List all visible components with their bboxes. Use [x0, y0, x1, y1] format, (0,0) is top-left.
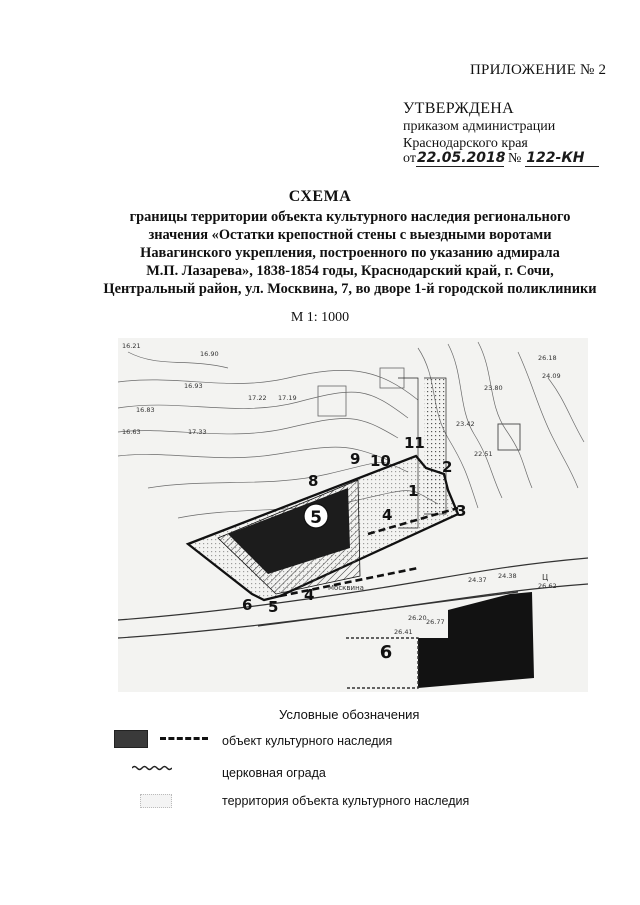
elev-16: 26.77: [426, 618, 445, 626]
elev-17: 26.62: [538, 582, 557, 590]
point-4-second: 4: [304, 586, 315, 604]
elev-12: 23.42: [456, 420, 475, 428]
subtitle-line-5: Центральный район, ул. Москвина, 7, во дворе 1-й городской поликлиники: [103, 281, 597, 297]
number-prefix: №: [507, 151, 522, 166]
legend-swatch-fence: [132, 764, 172, 772]
point-1: 1: [408, 482, 419, 500]
elev-8: 16.63: [122, 428, 141, 436]
document-title: СХЕМА: [288, 188, 352, 205]
elev-19: 26.20: [408, 614, 427, 622]
subtitle-line-2: значения «Остатки крепостной стены с выездными воротами: [148, 227, 552, 243]
point-5: 5: [268, 598, 279, 616]
appendix-label: ПРИЛОЖЕНИЕ № 2: [470, 62, 607, 78]
map-scale: М 1: 1000: [290, 310, 350, 325]
date-prefix: от: [403, 151, 416, 166]
point-6: 6: [242, 596, 253, 614]
legend-title: Условные обозначения: [279, 707, 420, 722]
street-label: Москвина: [328, 584, 364, 592]
date-number-line: [403, 150, 599, 167]
handwritten-number: 122-КН: [525, 150, 599, 167]
legend-swatch-territory: [140, 794, 172, 808]
point-4: 4: [382, 506, 393, 524]
elev-9: 26.18: [538, 354, 557, 362]
elev-4: 17.22: [248, 394, 267, 402]
legend-swatch-dashed-line: [160, 737, 208, 740]
elev-5: 17.19: [278, 394, 297, 402]
elev-11: 23.80: [484, 384, 503, 392]
elev-18: 26.41: [394, 628, 413, 636]
elev-1: 16.21: [122, 342, 141, 350]
elev-6: 17.33: [188, 428, 207, 436]
approved-heading: УТВЕРЖДЕНА: [403, 100, 515, 117]
site-plan-map: [118, 338, 588, 692]
point-8: 8: [308, 472, 319, 490]
elev-10: 24.09: [542, 372, 561, 380]
elev-14: 24.37: [468, 576, 487, 584]
elev-15: 24.38: [498, 572, 517, 580]
legend-swatch-heritage-object: [114, 730, 148, 748]
subtitle-line-1: границы территории объекта культурного наследия регионального: [129, 209, 571, 225]
legend-item-heritage-object: объект культурного наследия: [222, 734, 393, 748]
building-letter: Ц: [542, 573, 549, 582]
building-number-5: 5: [310, 508, 322, 528]
elev-13: 22.51: [474, 450, 493, 458]
elev-7: 16.83: [136, 406, 155, 414]
approved-by-line: приказом администрации: [403, 119, 556, 134]
point-10: 10: [370, 452, 391, 470]
subtitle-line-4: М.П. Лазарева», 1838-1854 годы, Краснодарский край, г. Сочи,: [146, 263, 554, 279]
legend-item-territory: территория объекта культурного наследия: [222, 794, 470, 808]
building-number-6: 6: [379, 642, 393, 663]
point-3: 3: [456, 502, 467, 520]
elev-2: 16.90: [200, 350, 219, 358]
point-11: 11: [404, 434, 425, 452]
handwritten-date: 22.05.2018: [416, 150, 506, 166]
point-2: 2: [442, 458, 453, 476]
elev-3: 16.93: [184, 382, 203, 390]
region-line: Краснодарского края: [403, 136, 528, 151]
legend-item-church-fence: церковная ограда: [222, 766, 326, 780]
point-9: 9: [350, 450, 361, 468]
subtitle-line-3: Навагинского укрепления, построенного по указанию адмирала: [140, 245, 560, 261]
